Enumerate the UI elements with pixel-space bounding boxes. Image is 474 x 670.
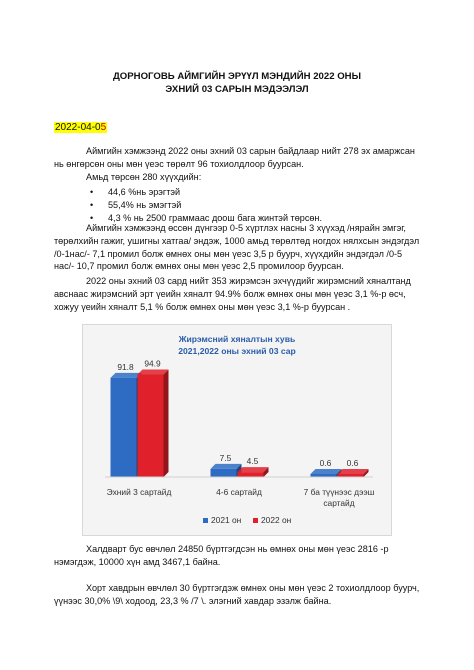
- legend-swatch: [253, 518, 258, 523]
- chart-canvas: [83, 325, 391, 535]
- bar-value-label: 91.8: [117, 361, 134, 372]
- legend-swatch: [203, 518, 208, 523]
- bar-value-label: 7.5: [219, 452, 232, 463]
- paragraph-cancer: Хорт хавдрын өвчлөл 30 бүртгэгдэж өмнөх оны мөн үеэс 2 тохиолдлоор буурч, үүнээс 30,0% \9\ ходоод, 23,3 % /7 \. элэгний хавдар эзэлж байна.: [54, 583, 420, 606]
- bar-value-label: 94.9: [144, 358, 161, 369]
- bullet-item: • 44,6 %нь эрэгтэй: [108, 186, 322, 199]
- bar-value-label: 0.6: [346, 458, 359, 468]
- paragraph-noncommunicable: Халдварт бус өвчлөл 24850 бүртгэгдсэн нь өмнөх оны мөн үеэс 2816 -р нэмэгдэж, 10000 хүн амд 3467,1 байна.: [54, 544, 389, 567]
- bar-2021-0: [111, 378, 137, 477]
- report-date-main: 2022-04-0: [55, 122, 101, 133]
- category-label: 7 ба түүнээс дээш: [303, 487, 375, 497]
- bar-2022-0: [138, 375, 164, 477]
- chart-legend: [203, 515, 292, 525]
- legend-label: 2022 он: [261, 515, 292, 525]
- bar-value-label: 0.6: [319, 458, 332, 468]
- category-label: сартайд: [323, 498, 355, 508]
- paragraph-births: Аймгийн хэмжээнд 2022 оны эхний 03 сарын байдлаар нийт 278 эх амаржсан нь өнгөрсөн оны мөн үеэс төрөлт 96 тохиолдлоор буурсан.: [54, 146, 415, 169]
- legend-label: 2021 он: [211, 515, 242, 525]
- births-bullet-list: [108, 186, 322, 225]
- bullet-item: • 4,3 % нь 2500 граммаас доош бага жинтэй төрсөн.: [108, 212, 322, 225]
- chart-category-labels: [107, 487, 375, 508]
- bar-top: [211, 464, 242, 469]
- bar-top: [111, 373, 142, 378]
- bar-2021-1: [211, 469, 237, 477]
- document-title-line2: ЭХНИЙ 03 САРЫН МЭДЭЭЛЭЛ: [165, 84, 309, 95]
- bar-2022-1: [238, 472, 264, 477]
- document-title-line1: ДОРНОГОВЬ АЙМГИЙН ЭРҮҮЛ МЭНДИЙН 2022 ОНЫ: [112, 71, 362, 82]
- bar-value-label: 4.5: [246, 456, 259, 467]
- report-date: [54, 122, 107, 133]
- category-label: Эхний 3 сартайд: [106, 487, 172, 497]
- bullet-item: • 55,4% нь эмэгтэй: [108, 199, 322, 212]
- category-label: 4-6 сартайд: [216, 487, 262, 497]
- paragraph-prenatal-care: 2022 оны эхний 03 сард нийт 353 жирэмсэн эхчүүдийг жирэмсний хяналтанд авснаас жирэмсний эрт үеийн хяналт 94.9% болж өмнөх оны мөн үеэс 3,1 %-р өсч, хожуу үеийн хяналт 5,1 % болж өмнөх оны мөн үеэс 3,1 %-р буурсан .: [54, 276, 411, 312]
- chart-title: Жирэмсний хяналтын хувь: [178, 334, 296, 344]
- births-intro: Амьд төрсөн 280 хүүхдийн:: [86, 172, 202, 182]
- prenatal-care-chart: [82, 324, 392, 536]
- bar-top: [238, 467, 269, 472]
- bar-side: [164, 370, 169, 477]
- bar-top: [338, 469, 369, 474]
- chart-bars: [105, 359, 373, 477]
- bar-top: [138, 370, 169, 375]
- chart-subtitle: 2021,2022 оны эхний 03 сар: [178, 346, 296, 356]
- report-date-last-digit: 5: [100, 122, 107, 133]
- paragraph-child-mortality: Аймгийн хэмжээнд өссөн дүнгээр 0-5 хүртлэх насны 3 хүүхэд /нярайн эмгэг, төрөлхийн гажиг, ушигны хатгаа/ эндэж, 1000 амьд төрөлтөд ногдох нялхсын эндэгдэл /0-1нас/- 7,1 промил болж өмнөх оны мөн үеэс 3,5 р буурч, хүүхдийн эндэгдэл /0-5 нас/- 10,7 промил болж өмнөх оны мөн үеэс 2,5 промилоор буурсан.: [54, 223, 420, 272]
- bar-top: [311, 469, 342, 474]
